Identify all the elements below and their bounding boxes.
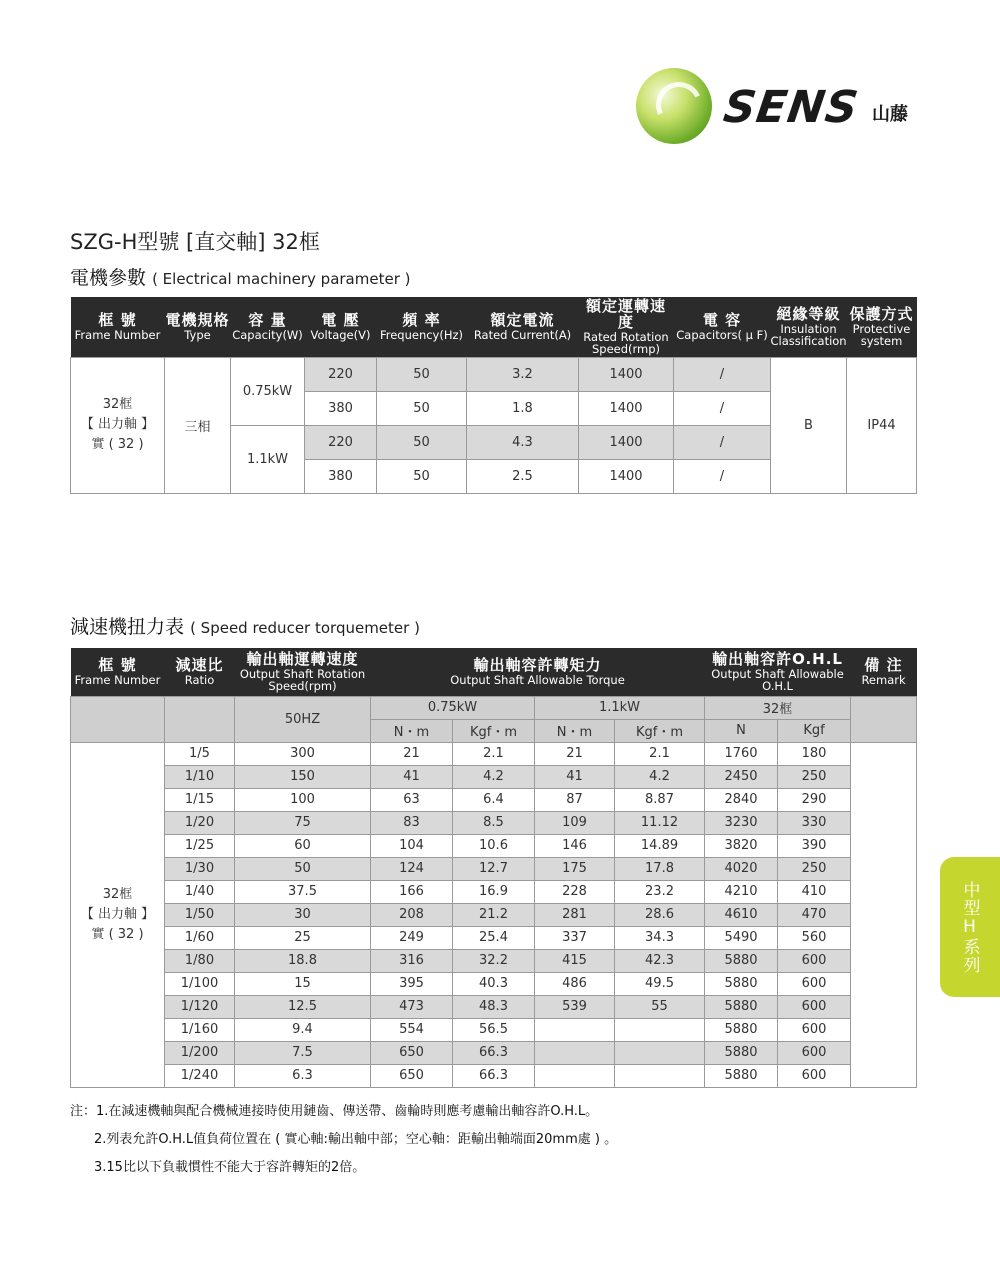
table-cell: 390 [778, 834, 851, 857]
electrical-header-4 [377, 297, 467, 357]
table-cell: 415 [535, 949, 615, 972]
table-cell: 180 [778, 742, 851, 765]
table-cell: 50 [235, 857, 371, 880]
table-cell: 17.8 [615, 857, 705, 880]
torque-header-speed [235, 648, 371, 696]
table-cell: 6.3 [235, 1064, 371, 1087]
electrical-header-5-en: Rated Current(A) [473, 327, 572, 342]
table-cell: 109 [535, 811, 615, 834]
table-cell: 2.1 [615, 742, 705, 765]
table-cell: 600 [778, 1041, 851, 1064]
unit-cell: N・m [371, 719, 453, 742]
torque-table [70, 648, 917, 1088]
torque-header-row [71, 648, 917, 696]
table-cell: 32.2 [453, 949, 535, 972]
table-cell: 290 [778, 788, 851, 811]
table-cell: 1/50 [165, 903, 235, 926]
table-cell: 21.2 [453, 903, 535, 926]
table-row [71, 1018, 917, 1041]
torque-header-remark-cn: 備 注 [864, 655, 903, 674]
table-cell: 600 [778, 949, 851, 972]
table-cell: / [674, 425, 771, 459]
table-cell: / [674, 391, 771, 425]
table-cell: 5490 [705, 926, 778, 949]
table-cell: 104 [371, 834, 453, 857]
table-cell: 1/5 [165, 742, 235, 765]
table-cell: 1/40 [165, 880, 235, 903]
table-cell: 55 [615, 995, 705, 1018]
table-cell: 486 [535, 972, 615, 995]
electrical-header-0 [71, 297, 165, 357]
table-cell: 124 [371, 857, 453, 880]
table-cell: 10.6 [453, 834, 535, 857]
electrical-header-0-cn: 框 號 [98, 310, 137, 329]
table-cell: 249 [371, 926, 453, 949]
torque-header-ratio-en: Ratio [184, 672, 215, 687]
table-cell: 1/240 [165, 1064, 235, 1087]
unit-cell: Kgf・m [615, 719, 705, 742]
table-row [71, 880, 917, 903]
table-cell: 330 [778, 811, 851, 834]
electrical-header-2 [231, 297, 305, 357]
electrical-header-3-en: Voltage(V) [310, 327, 371, 342]
table-cell: 316 [371, 949, 453, 972]
table-row [71, 357, 917, 391]
table-cell: 4610 [705, 903, 778, 926]
table-cell: / [674, 459, 771, 493]
note-2: 2.列表允許O.H.L值負荷位置在 ( 實心軸:輸出軸中部；空心軸：距輸出軸端面20mm處 ) 。 [94, 1132, 618, 1147]
electrical-header-row [71, 297, 917, 357]
torque-header-ratio-cn: 減速比 [175, 655, 224, 674]
table-cell: 42.3 [615, 949, 705, 972]
electrical-header-4-cn: 頻 率 [402, 310, 441, 329]
table-cell: 16.9 [453, 880, 535, 903]
table-cell: 7.5 [235, 1041, 371, 1064]
unit-cell: N・m [535, 719, 615, 742]
table-cell: 50 [377, 425, 467, 459]
table-cell: 600 [778, 972, 851, 995]
table-cell: 48.3 [453, 995, 535, 1018]
insulation-cell: B [771, 357, 847, 493]
page-title: SZG-H型號 [直交軸] 32框 [70, 230, 320, 254]
table-cell: 8.5 [453, 811, 535, 834]
table-cell: 9.4 [235, 1018, 371, 1041]
table-cell: 220 [305, 357, 377, 391]
table-cell: 1/20 [165, 811, 235, 834]
torque-header-remark [851, 648, 917, 696]
electrical-header-2-en: Capacity(W) [232, 327, 303, 342]
electrical-header-4-en: Frequency(Hz) [379, 327, 464, 342]
electrical-header-9-en: Protective system [852, 321, 911, 348]
table-cell: 1400 [579, 459, 674, 493]
table-cell: 25 [235, 926, 371, 949]
table-cell: 50 [377, 459, 467, 493]
torque-header-ohl [705, 648, 851, 696]
table-cell: 15 [235, 972, 371, 995]
table-row [71, 788, 917, 811]
torque-header-torque [371, 648, 705, 696]
table-cell: 3.2 [467, 357, 579, 391]
electrical-header-9 [847, 297, 917, 357]
table-cell: 1/10 [165, 765, 235, 788]
electrical-header-2-cn: 容 量 [248, 310, 287, 329]
table-row [71, 1064, 917, 1087]
torque-header-frame-en: Frame Number [74, 672, 161, 687]
table-cell: 21 [371, 742, 453, 765]
torque-header-ohl-cn: 輸出軸容許O.H.L [712, 649, 843, 668]
torque-section-title [70, 612, 420, 639]
table-cell: 56.5 [453, 1018, 535, 1041]
table-cell: 25.4 [453, 926, 535, 949]
table-row [71, 834, 917, 857]
electrical-title-en: ( Electrical machinery parameter ) [152, 270, 411, 288]
table-cell [535, 1064, 615, 1087]
table-cell: 41 [535, 765, 615, 788]
table-cell: 146 [535, 834, 615, 857]
table-cell: 2450 [705, 765, 778, 788]
table-cell: 41 [371, 765, 453, 788]
table-cell: 49.5 [615, 972, 705, 995]
table-cell: 40.3 [453, 972, 535, 995]
table-cell: 34.3 [615, 926, 705, 949]
frame-cell: 32框 【 出力軸 】 實 ( 32 ) [71, 357, 165, 493]
table-cell: 50 [377, 357, 467, 391]
table-cell: 1400 [579, 425, 674, 459]
table-cell: 166 [371, 880, 453, 903]
table-cell: 1/200 [165, 1041, 235, 1064]
electrical-header-6 [579, 297, 674, 357]
table-cell: 5880 [705, 1018, 778, 1041]
table-cell: 410 [778, 880, 851, 903]
torque-subheader-row [71, 696, 917, 719]
torque-header-speed-en: Output Shaft Rotation Speed(rpm) [239, 666, 366, 693]
table-cell: 395 [371, 972, 453, 995]
table-cell: 12.5 [235, 995, 371, 1018]
logo-cn: 山藤 [872, 104, 908, 125]
table-cell: 228 [535, 880, 615, 903]
table-cell: 18.8 [235, 949, 371, 972]
note-3: 3.15比以下負載慣性不能大于容許轉矩的2倍。 [94, 1160, 366, 1175]
table-cell: 5880 [705, 949, 778, 972]
torque-header-torque-cn: 輸出軸容許轉矩力 [473, 655, 602, 674]
table-cell: 63 [371, 788, 453, 811]
table-row [71, 995, 917, 1018]
table-cell: 539 [535, 995, 615, 1018]
table-cell: 1400 [579, 357, 674, 391]
table-cell: 600 [778, 995, 851, 1018]
blank-cell [851, 696, 917, 742]
electrical-header-8 [771, 297, 847, 357]
table-cell: 1/80 [165, 949, 235, 972]
table-cell: 12.7 [453, 857, 535, 880]
remark-cell [851, 742, 917, 1087]
cap1-cell: 0.75kW [371, 696, 535, 719]
blank-cell [71, 696, 165, 742]
table-cell: 4.2 [453, 765, 535, 788]
table-cell: 5880 [705, 995, 778, 1018]
electrical-header-7-cn: 電 容 [702, 310, 742, 329]
hz-cell: 50HZ [235, 696, 371, 742]
torque-title-cn: 減速機扭力表 [70, 616, 185, 638]
brand-logo [636, 68, 926, 148]
electrical-header-7-en: Capacitors( μ F) [676, 327, 768, 342]
table-cell: 1/60 [165, 926, 235, 949]
table-cell: 30 [235, 903, 371, 926]
table-cell: 380 [305, 459, 377, 493]
table-cell: 100 [235, 788, 371, 811]
table-row [71, 903, 917, 926]
table-cell: 208 [371, 903, 453, 926]
table-cell: 5880 [705, 972, 778, 995]
table-cell: 5880 [705, 1064, 778, 1087]
table-cell: 600 [778, 1018, 851, 1041]
table-cell: 21 [535, 742, 615, 765]
table-cell: 66.3 [453, 1041, 535, 1064]
table-cell [535, 1018, 615, 1041]
table-cell: 50 [377, 391, 467, 425]
table-cell: / [674, 357, 771, 391]
torque-header-remark-en: Remark [861, 672, 906, 687]
table-cell: 6.4 [453, 788, 535, 811]
unit-cell: Kgf [778, 719, 851, 742]
table-row [71, 1041, 917, 1064]
table-row [71, 765, 917, 788]
table-row [71, 949, 917, 972]
electrical-section-title [70, 263, 410, 290]
electrical-title-cn: 電機參數 [70, 267, 147, 289]
table-cell: 2.1 [453, 742, 535, 765]
table-cell: 300 [235, 742, 371, 765]
table-cell: 66.3 [453, 1064, 535, 1087]
table-row [71, 926, 917, 949]
capacity-cell: 0.75kW [231, 357, 305, 425]
torque-header-ratio [165, 648, 235, 696]
table-cell: 380 [305, 391, 377, 425]
electrical-header-1-cn: 電機規格 [165, 310, 230, 329]
table-cell: 23.2 [615, 880, 705, 903]
torque-header-frame [71, 648, 165, 696]
electrical-header-9-cn: 保護方式 [849, 304, 914, 323]
electrical-header-8-cn: 絕緣等級 [776, 304, 841, 323]
table-cell: 2840 [705, 788, 778, 811]
frame32-cell: 32框 [705, 696, 851, 719]
table-cell: 3820 [705, 834, 778, 857]
table-cell: 83 [371, 811, 453, 834]
table-cell: 4210 [705, 880, 778, 903]
torque-header-frame-cn: 框 號 [98, 655, 137, 674]
table-cell: 11.12 [615, 811, 705, 834]
table-cell: 650 [371, 1041, 453, 1064]
electrical-header-1 [165, 297, 231, 357]
table-cell: 554 [371, 1018, 453, 1041]
table-cell: 4.3 [467, 425, 579, 459]
electrical-header-5-cn: 額定電流 [490, 310, 555, 329]
table-cell [615, 1064, 705, 1087]
electrical-header-0-en: Frame Number [74, 327, 161, 342]
table-row [71, 972, 917, 995]
torque-frame-cell: 32框 【 出力軸 】 實 ( 32 ) [71, 742, 165, 1087]
table-cell: 1/160 [165, 1018, 235, 1041]
table-cell: 250 [778, 857, 851, 880]
table-cell: 1400 [579, 391, 674, 425]
table-cell: 150 [235, 765, 371, 788]
logo-text: SENS [720, 82, 862, 133]
table-cell: 60 [235, 834, 371, 857]
table-cell: 1.8 [467, 391, 579, 425]
unit-cell: Kgf・m [453, 719, 535, 742]
blank-cell [165, 696, 235, 742]
unit-cell: N [705, 719, 778, 742]
table-cell: 337 [535, 926, 615, 949]
table-cell: 4.2 [615, 765, 705, 788]
electrical-header-3-cn: 電 壓 [321, 310, 360, 329]
table-cell: 4020 [705, 857, 778, 880]
torque-header-ohl-en: Output Shaft Allowable O.H.L [711, 666, 844, 693]
electrical-header-6-cn: 額定運轉速度 [585, 297, 666, 331]
table-cell: 470 [778, 903, 851, 926]
table-row [71, 857, 917, 880]
torque-header-torque-en: Output Shaft Allowable Torque [450, 672, 625, 687]
electrical-header-1-en: Type [184, 327, 211, 342]
table-cell [535, 1041, 615, 1064]
table-cell: 5880 [705, 1041, 778, 1064]
table-cell: 75 [235, 811, 371, 834]
table-row [71, 811, 917, 834]
table-cell: 250 [778, 765, 851, 788]
table-cell: 600 [778, 1064, 851, 1087]
table-cell: 28.6 [615, 903, 705, 926]
table-cell [615, 1018, 705, 1041]
notes [70, 1098, 617, 1182]
table-cell: 2.5 [467, 459, 579, 493]
series-side-tab[interactable]: 中型H系列 [940, 857, 1000, 997]
note-1: 注：1.在減速機軸與配合機械連接時使用鏈齒、傳送帶、齒輪時則應考慮輸出軸容許O.H.L。 [70, 1104, 599, 1119]
table-cell: 14.89 [615, 834, 705, 857]
type-cell: 三相 [165, 357, 231, 493]
table-cell: 220 [305, 425, 377, 459]
table-cell: 87 [535, 788, 615, 811]
logo-emblem-icon [636, 68, 712, 144]
table-cell: 1/15 [165, 788, 235, 811]
table-cell: 175 [535, 857, 615, 880]
table-cell: 650 [371, 1064, 453, 1087]
electrical-header-6-en: Rated Rotation Speed(rmp) [583, 329, 669, 356]
table-cell: 1/30 [165, 857, 235, 880]
torque-title-en: ( Speed reducer torquemeter ) [190, 619, 420, 637]
table-cell: 8.87 [615, 788, 705, 811]
electrical-header-8-en: Insulation Classification [770, 321, 847, 348]
electrical-header-7 [674, 297, 771, 357]
protection-cell: IP44 [847, 357, 917, 493]
table-cell: 1/100 [165, 972, 235, 995]
table-cell: 1/25 [165, 834, 235, 857]
table-cell: 560 [778, 926, 851, 949]
table-cell: 1/120 [165, 995, 235, 1018]
table-cell: 1760 [705, 742, 778, 765]
table-row [71, 742, 917, 765]
table-cell: 37.5 [235, 880, 371, 903]
table-cell: 3230 [705, 811, 778, 834]
capacity-cell: 1.1kW [231, 425, 305, 493]
table-cell [615, 1041, 705, 1064]
table-cell: 281 [535, 903, 615, 926]
cap2-cell: 1.1kW [535, 696, 705, 719]
electrical-header-5 [467, 297, 579, 357]
table-cell: 473 [371, 995, 453, 1018]
torque-header-speed-cn: 輸出軸運轉速度 [246, 649, 359, 668]
electrical-header-3 [305, 297, 377, 357]
electrical-parameter-table [70, 297, 917, 494]
